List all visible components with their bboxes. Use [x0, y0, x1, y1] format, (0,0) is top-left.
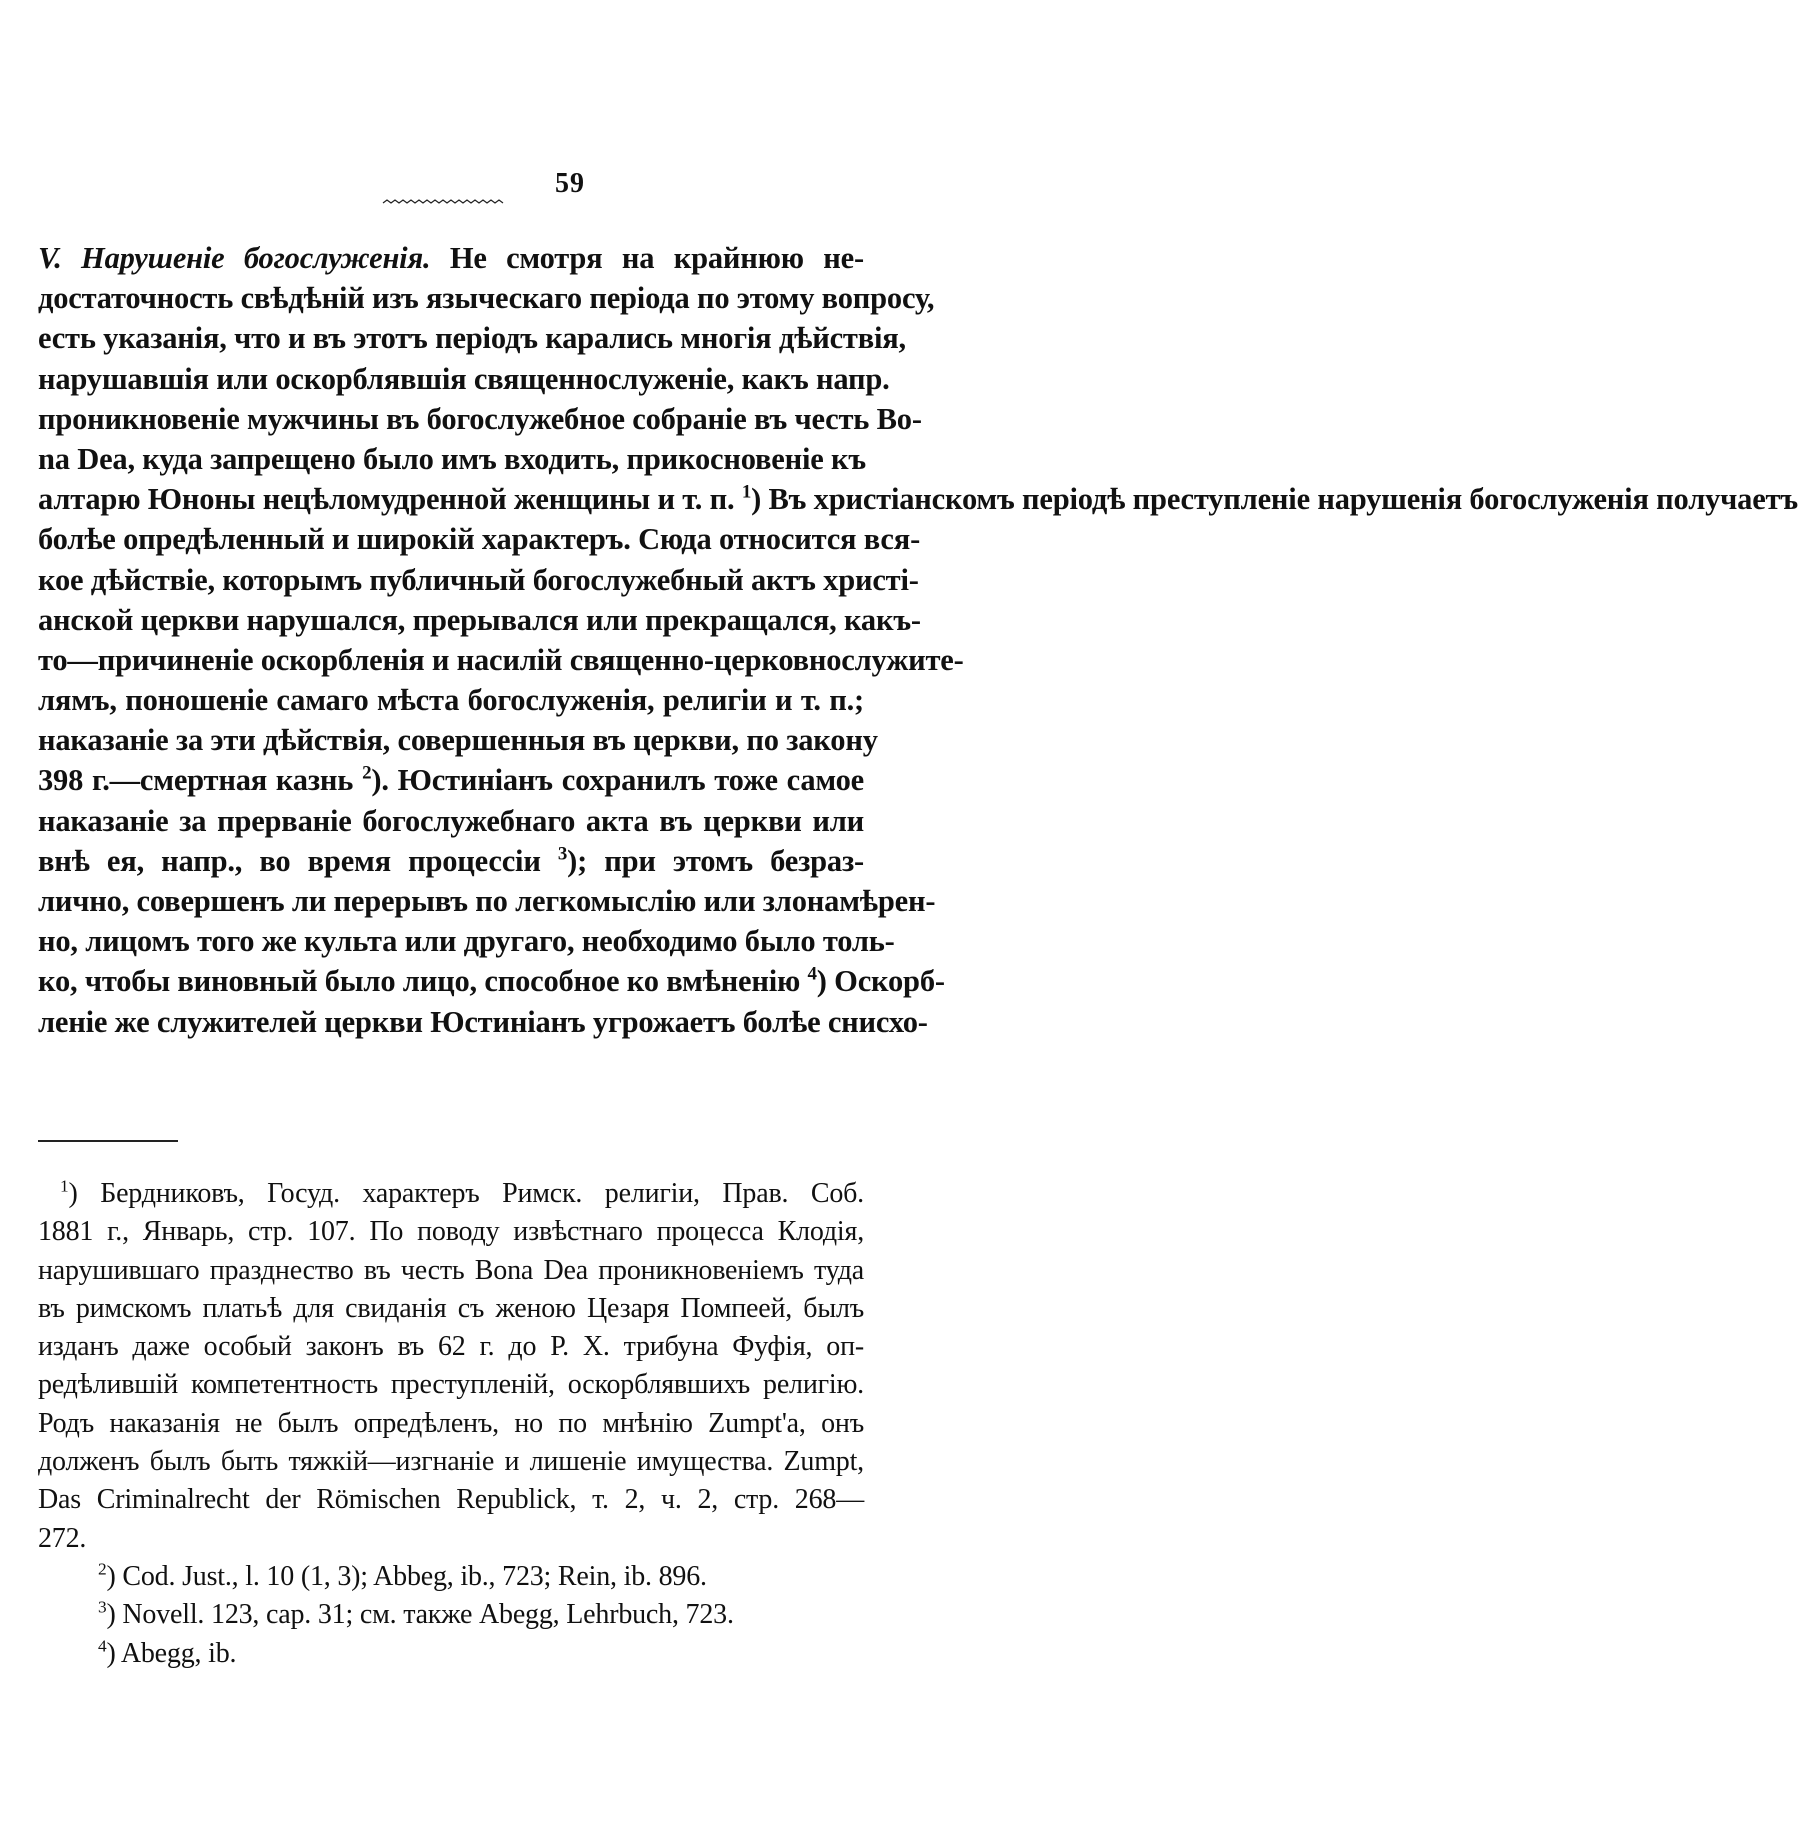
text-line: но, лицомъ того же культа или другаго, необходимо было толь- [38, 924, 895, 959]
text-line: нарушавшія или оскорблявшія священнослуженіе, какъ напр. [38, 361, 890, 396]
footnote-1-line: $^1$) Бердниковъ, Госуд. характеръ Римск. религіи, Прав. Соб. [60, 1176, 864, 1209]
footnote-marker: 1 [741, 481, 752, 503]
footnote-3: $^3$) Novell. 123, cap. 31; см. также Abegg, Lehrbuch, 723. [98, 1597, 734, 1631]
footnote-1-line: 1881 г., Январь, стр. 107. По поводу извѣстнаго процесса Клодія, [38, 1216, 864, 1248]
page-number-ornament [383, 200, 503, 206]
text-line: есть указанія, что и въ этотъ періодъ карались многія дѣйствія, [38, 321, 906, 356]
footnote-1-line: редѣлившій компетентность преступленій, оскорблявшихъ религію. [38, 1369, 864, 1401]
footnote-4: $^4$) Abegg, ib. [98, 1636, 237, 1669]
text-line: лямъ, поношеніе самаго мѣста богослуженія, религіи и т. п.; [38, 683, 864, 718]
text-line: V. Нарушеніе богослуженія. Не смотря на крайнюю не- [38, 241, 864, 275]
text-line: леніе же служителей церкви Юстиніанъ угрожаетъ болѣе снисхо- [38, 1004, 928, 1039]
footnote-marker: 4 [98, 1636, 107, 1656]
text-line: анской церкви нарушался, прерывался или прекращался, какъ- [38, 602, 921, 637]
footnote-marker: 2 [362, 763, 372, 785]
footnote-1-line: изданъ даже особый законъ въ 62 г. до Р. Х. трибуна Фуфія, оп- [38, 1331, 864, 1363]
footnote-marker: 2 [98, 1559, 107, 1579]
text-line: внѣ ея, напр., во время процессіи $^3$); при этомъ безраз- [38, 843, 864, 878]
footnote-1-line: Das Criminalrecht der Römischen Republick, т. 2, ч. 2, стр. 268— [38, 1484, 864, 1516]
section-heading: V. Нарушеніе богослуженія. [38, 241, 431, 275]
text-line: болѣе опредѣленный и широкій характеръ. Сюда относится вся- [38, 522, 921, 557]
footnote-marker: 1 [60, 1176, 69, 1196]
text-line: достаточность свѣдѣній изъ языческаго періода по этому вопросу, [38, 281, 935, 316]
text-line: проникновеніе мужчины въ богослужебное собраніе въ честь Во- [38, 401, 922, 436]
footnote-1-line: Родъ наказанія не былъ опредѣленъ, но по мнѣнію Zumpt'a, онъ [38, 1407, 864, 1439]
footnote-2: $^2$) Cod. Just., l. 10 (1, 3); Abbeg, ib., 723; Rein, ib. 896. [98, 1559, 707, 1592]
footnote-1-line: въ римскомъ платьѣ для свиданія съ женою Цезаря Помпеей, былъ [38, 1292, 864, 1324]
footnote-marker: 4 [807, 964, 817, 986]
footnote-1-line: 272. [38, 1522, 87, 1554]
main-text [38, 238, 1798, 1042]
text-line: кое дѣйствіе, которымъ публичный богослужебный актъ христі- [38, 562, 919, 597]
page-number: 59 [555, 168, 585, 199]
footnote-marker: 3 [98, 1597, 107, 1617]
text-line: 398 г.—смертная казнь $^2$). Юстиніанъ сохранилъ тоже самое [38, 763, 864, 798]
text-line: na Dea, куда запрещено было имъ входить, прикосновеніе къ [38, 441, 866, 476]
footnote-1-line: долженъ былъ быть тяжкій—изгнаніе и лишеніе имущества. Zumpt, [38, 1446, 864, 1478]
text-line: ко, чтобы виновный было лицо, способное ко вмѣненію $^4$) Оскорб- [38, 964, 945, 999]
text-line: лично, совершенъ ли перерывъ по легкомыслію или злонамѣрен- [38, 884, 936, 918]
footnotes [38, 1175, 864, 1673]
text-line: наказаніе за прерваніе богослужебнаго акта въ церкви или [38, 803, 864, 838]
footnote-1-line: нарушившаго празднество въ честь Bona Dea проникновеніемъ туда [38, 1254, 864, 1286]
footnote-marker: 3 [557, 843, 568, 865]
text-line: то—причиненіе оскорбленія и насилій священно-церковнослужите- [38, 642, 964, 677]
text-line: наказаніе за эти дѣйствія, совершенныя въ церкви, по закону [38, 723, 878, 758]
text-line: алтарю Юноны нецѣломудренной женщины и т. п. $^1$) Въ христіанскомъ періодѣ преступленіе нарушенія богослуженія получаетъ [38, 481, 1798, 517]
footnote-separator [38, 1140, 178, 1142]
